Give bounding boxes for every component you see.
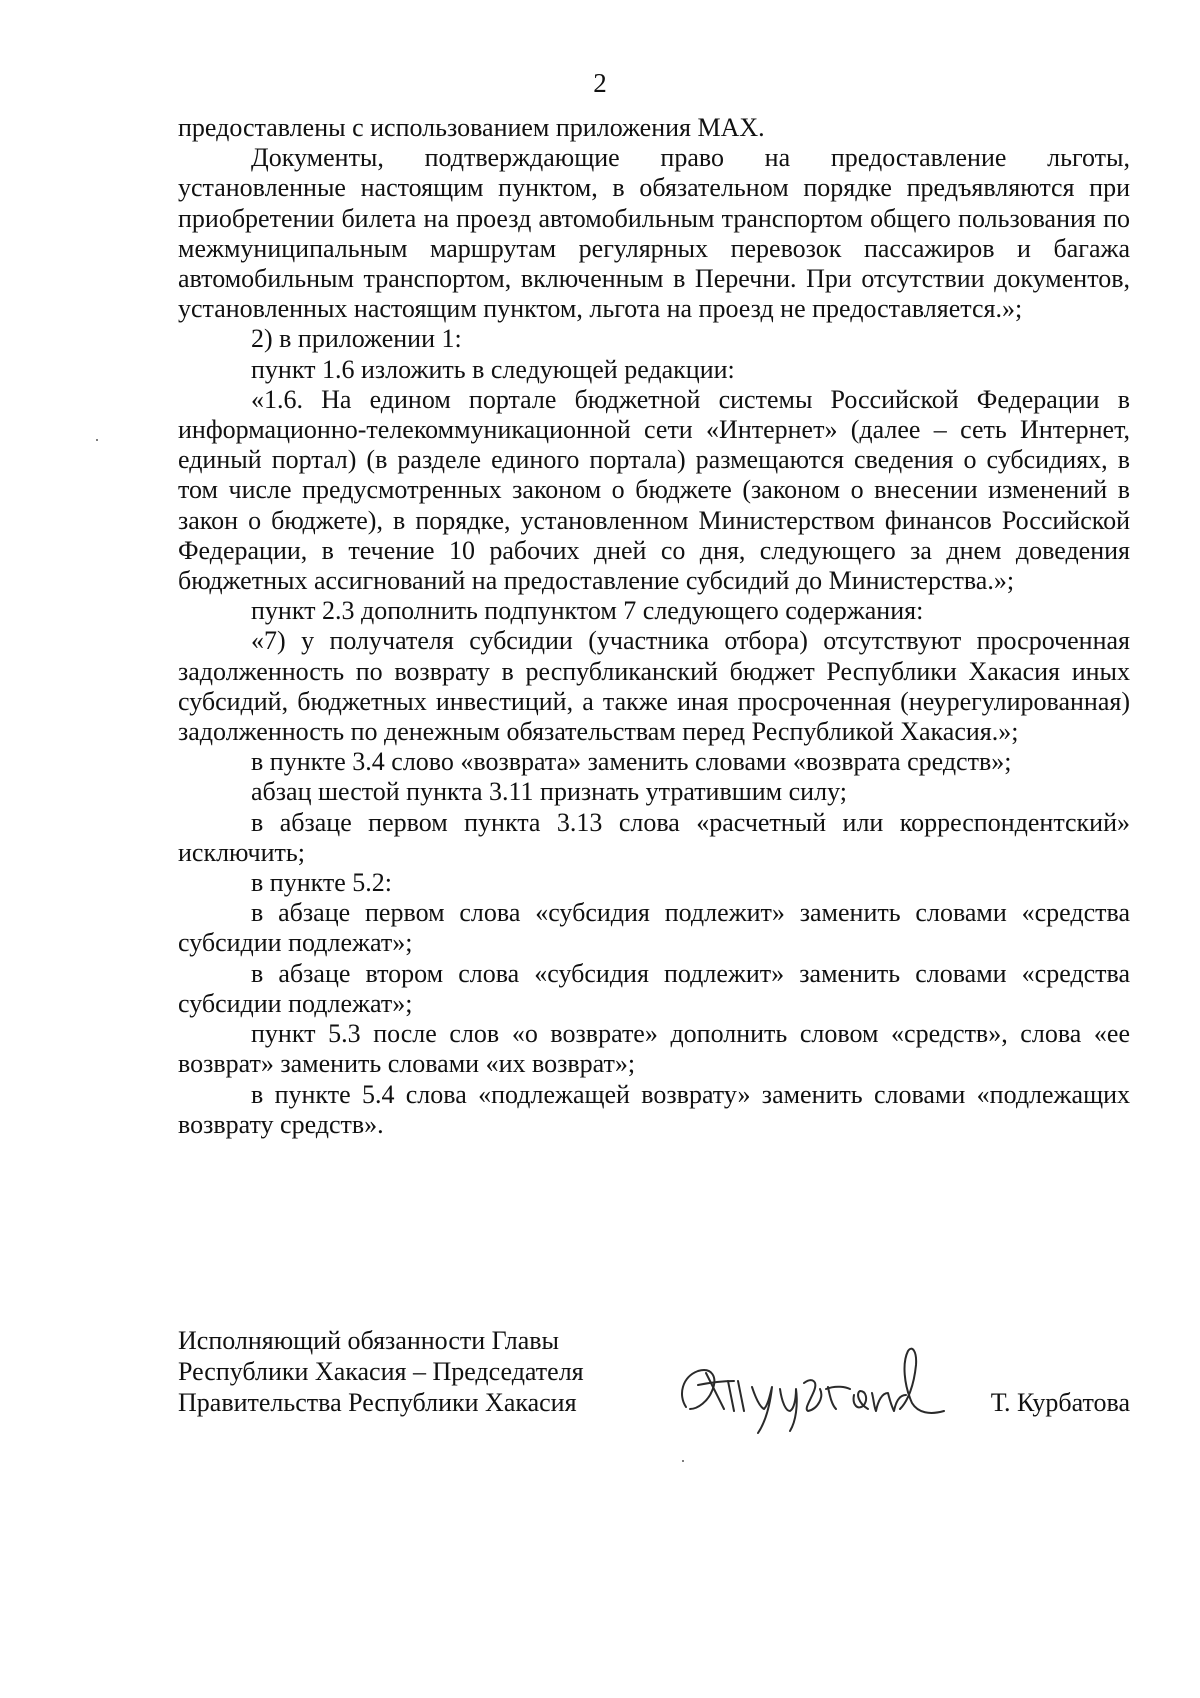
paragraph: «7) у получателя субсидии (участника отбора) отсутствуют просроченная задолженность по возврату в республиканский бюджет Республики Хакасия иных субсидий, бюджетных инвестиций, а также иная просроченная (неурегулированная) задолженность по денежным обязательствам перед Республикой Хакасия.»; [178, 626, 1130, 747]
paragraph: в пункте 3.4 слово «возврата» заменить словами «возврата средств»; [251, 747, 1012, 777]
signature-strokes [682, 1349, 944, 1433]
paragraph: в пункте 5.4 слова «подлежащей возврату» заменить словами «подлежащих возврату средств». [178, 1079, 1130, 1139]
scan-speck [682, 1460, 684, 1462]
paragraph: 2) в приложении 1: [251, 324, 462, 354]
paragraph: абзац шестой пункта 3.11 признать утратившим силу; [251, 777, 847, 807]
paragraph: в абзаце втором слова «субсидия подлежит» заменить словами «средства субсидии подлежат»; [178, 958, 1130, 1018]
paragraph: в пункте 5.2: [251, 868, 393, 898]
page-number: 2 [593, 68, 607, 98]
scan-speck [96, 439, 98, 441]
signatory-position-line: Правительства Республики Хакасия [178, 1388, 577, 1417]
paragraph: в абзаце первом слова «субсидия подлежит» заменить словами «средства субсидии подлежат»; [178, 898, 1130, 958]
paragraph: «1.6. На едином портале бюджетной системы Российской Федерации в информационно-телекоммуникационной сети «Интернет» (далее – сеть Интернет, единый портал) (в разделе единого портала) размещаются сведения о субсидиях, в том числе предусмотренных законом о бюджете (законом о внесении изменений в закон о бюджете), в порядке, установленном Министерством финансов Российской Федерации, в течение 10 рабочих дней со дня, следующего за днем доведения бюджетных ассигнований на предоставление субсидий до Министерства.»; [178, 384, 1130, 596]
paragraph: пункт 2.3 дополнить подпунктом 7 следующего содержания: [251, 596, 924, 626]
document-body [178, 113, 1130, 1140]
paragraph: в абзаце первом пункта 3.13 слова «расчетный или корреспондентский» исключить; [178, 807, 1130, 867]
paragraph: предоставлены с использованием приложения MAX. [178, 113, 765, 142]
signatory-name: Т. Курбатова [990, 1388, 1130, 1417]
handwritten-signature [668, 1325, 948, 1435]
paragraph: Документы, подтверждающие право на предоставление льготы, установленные настоящим пунктом, в обязательном порядке предъявляются при приобретении билета на проезд автомобильным транспортом общего пользования по межмуниципальным маршрутам регулярных перевозок пассажиров и багажа автомобильным транспортом, включенным в Перечни. При отсутствии документов, установленных настоящим пунктом, льгота на проезд не предоставляется.»; [178, 143, 1130, 324]
paragraph: пункт 1.6 изложить в следующей редакции: [251, 354, 735, 384]
signatory-position-line: Исполняющий обязанности Главы [178, 1326, 559, 1355]
paragraph: пункт 5.3 после слов «о возврате» дополнить словом «средств», слова «ее возврат» заменить словами «их возврат»; [178, 1019, 1130, 1079]
signatory-position [178, 1325, 584, 1418]
signatory-position-line: Республики Хакасия – Председателя [178, 1357, 584, 1386]
signature-block [178, 1325, 1130, 1445]
